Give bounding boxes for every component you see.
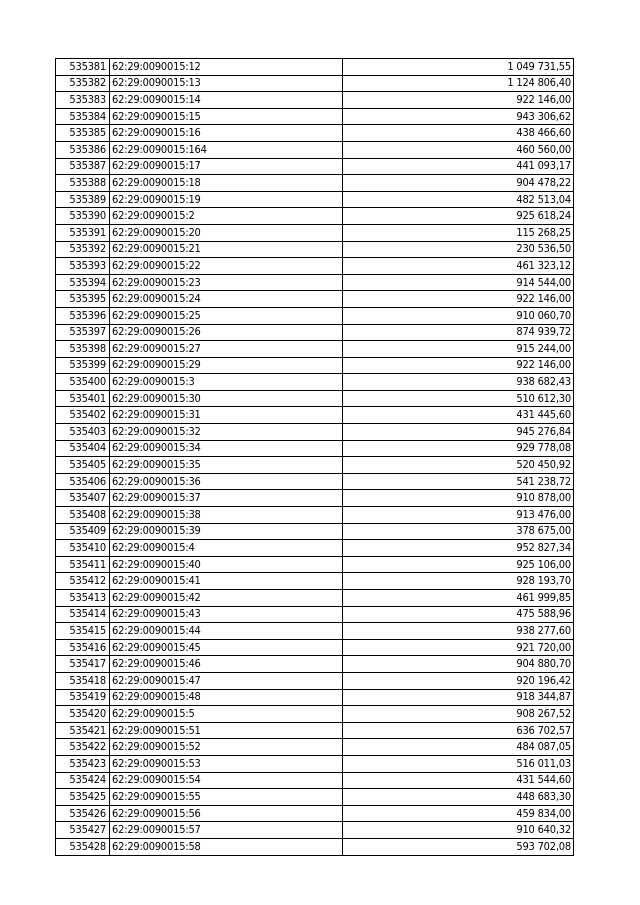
value-cell: 952 827,34 [343, 540, 574, 557]
value-cell: 910 060,70 [343, 307, 574, 324]
row-number-cell: 535410 [56, 540, 110, 557]
cadastral-value-table [55, 58, 574, 856]
row-number-cell: 535387 [56, 158, 110, 175]
value-cell: 874 939,72 [343, 324, 574, 341]
value-cell: 943 306,62 [343, 108, 574, 125]
table-row [56, 507, 574, 524]
cadastral-number-cell: 62:29:0090015:22 [110, 258, 343, 275]
value-cell: 1 049 731,55 [343, 59, 574, 76]
row-number-cell: 535427 [56, 822, 110, 839]
cadastral-number-cell: 62:29:0090015:5 [110, 706, 343, 723]
table-row [56, 706, 574, 723]
cadastral-number-cell: 62:29:0090015:17 [110, 158, 343, 175]
cadastral-number-cell: 62:29:0090015:164 [110, 141, 343, 158]
table-row [56, 125, 574, 142]
value-cell: 904 880,70 [343, 656, 574, 673]
cadastral-number-cell: 62:29:0090015:32 [110, 424, 343, 441]
cadastral-number-cell: 62:29:0090015:36 [110, 473, 343, 490]
table-row [56, 440, 574, 457]
table-row [56, 141, 574, 158]
row-number-cell: 535404 [56, 440, 110, 457]
table-row [56, 224, 574, 241]
cadastral-number-cell: 62:29:0090015:2 [110, 208, 343, 225]
row-number-cell: 535405 [56, 457, 110, 474]
value-cell: 938 682,43 [343, 374, 574, 391]
cadastral-number-cell: 62:29:0090015:39 [110, 523, 343, 540]
value-cell: 482 513,04 [343, 191, 574, 208]
table-row [56, 92, 574, 109]
table-row [56, 722, 574, 739]
row-number-cell: 535389 [56, 191, 110, 208]
value-cell: 908 267,52 [343, 706, 574, 723]
table-row [56, 656, 574, 673]
value-cell: 431 544,60 [343, 772, 574, 789]
value-cell: 904 478,22 [343, 175, 574, 192]
cadastral-number-cell: 62:29:0090015:27 [110, 341, 343, 358]
value-cell: 510 612,30 [343, 390, 574, 407]
table-row [56, 805, 574, 822]
table-row [56, 158, 574, 175]
table-row [56, 108, 574, 125]
table-row [56, 556, 574, 573]
value-cell: 925 106,00 [343, 556, 574, 573]
table-row [56, 822, 574, 839]
cadastral-number-cell: 62:29:0090015:58 [110, 838, 343, 855]
row-number-cell: 535408 [56, 507, 110, 524]
cadastral-number-cell: 62:29:0090015:38 [110, 507, 343, 524]
cadastral-number-cell: 62:29:0090015:26 [110, 324, 343, 341]
cadastral-number-cell: 62:29:0090015:15 [110, 108, 343, 125]
table-row [56, 540, 574, 557]
row-number-cell: 535398 [56, 341, 110, 358]
row-number-cell: 535397 [56, 324, 110, 341]
cadastral-number-cell: 62:29:0090015:55 [110, 789, 343, 806]
row-number-cell: 535395 [56, 291, 110, 308]
value-cell: 441 093,17 [343, 158, 574, 175]
row-number-cell: 535391 [56, 224, 110, 241]
cadastral-number-cell: 62:29:0090015:47 [110, 672, 343, 689]
row-number-cell: 535415 [56, 623, 110, 640]
cadastral-number-cell: 62:29:0090015:23 [110, 274, 343, 291]
table-row [56, 606, 574, 623]
table-row [56, 457, 574, 474]
value-cell: 938 277,60 [343, 623, 574, 640]
cadastral-number-cell: 62:29:0090015:42 [110, 590, 343, 607]
row-number-cell: 535426 [56, 805, 110, 822]
table-row [56, 490, 574, 507]
table-row [56, 374, 574, 391]
cadastral-number-cell: 62:29:0090015:46 [110, 656, 343, 673]
value-cell: 230 536,50 [343, 241, 574, 258]
value-cell: 475 588,96 [343, 606, 574, 623]
table-row [56, 191, 574, 208]
row-number-cell: 535416 [56, 639, 110, 656]
value-cell: 922 146,00 [343, 291, 574, 308]
value-cell: 918 344,87 [343, 689, 574, 706]
row-number-cell: 535383 [56, 92, 110, 109]
table-row [56, 324, 574, 341]
value-cell: 431 445,60 [343, 407, 574, 424]
row-number-cell: 535419 [56, 689, 110, 706]
row-number-cell: 535403 [56, 424, 110, 441]
row-number-cell: 535423 [56, 755, 110, 772]
row-number-cell: 535425 [56, 789, 110, 806]
row-number-cell: 535392 [56, 241, 110, 258]
table-row [56, 739, 574, 756]
value-cell: 593 702,08 [343, 838, 574, 855]
cadastral-number-cell: 62:29:0090015:18 [110, 175, 343, 192]
cadastral-number-cell: 62:29:0090015:16 [110, 125, 343, 142]
row-number-cell: 535412 [56, 573, 110, 590]
cadastral-number-cell: 62:29:0090015:21 [110, 241, 343, 258]
value-cell: 115 268,25 [343, 224, 574, 241]
table-row [56, 407, 574, 424]
table-row [56, 291, 574, 308]
value-cell: 915 244,00 [343, 341, 574, 358]
cadastral-number-cell: 62:29:0090015:34 [110, 440, 343, 457]
table-row [56, 789, 574, 806]
row-number-cell: 535414 [56, 606, 110, 623]
cadastral-number-cell: 62:29:0090015:35 [110, 457, 343, 474]
row-number-cell: 535402 [56, 407, 110, 424]
value-cell: 1 124 806,40 [343, 75, 574, 92]
table-row [56, 59, 574, 76]
row-number-cell: 535407 [56, 490, 110, 507]
value-cell: 945 276,84 [343, 424, 574, 441]
cadastral-number-cell: 62:29:0090015:30 [110, 390, 343, 407]
value-cell: 925 618,24 [343, 208, 574, 225]
row-number-cell: 535400 [56, 374, 110, 391]
value-cell: 910 878,00 [343, 490, 574, 507]
cadastral-number-cell: 62:29:0090015:12 [110, 59, 343, 76]
value-cell: 461 999,85 [343, 590, 574, 607]
table-row [56, 258, 574, 275]
table-row [56, 357, 574, 374]
cadastral-number-cell: 62:29:0090015:41 [110, 573, 343, 590]
row-number-cell: 535421 [56, 722, 110, 739]
cadastral-number-cell: 62:29:0090015:48 [110, 689, 343, 706]
table-row [56, 689, 574, 706]
value-cell: 460 560,00 [343, 141, 574, 158]
cadastral-number-cell: 62:29:0090015:19 [110, 191, 343, 208]
table-row [56, 390, 574, 407]
value-cell: 448 683,30 [343, 789, 574, 806]
row-number-cell: 535411 [56, 556, 110, 573]
value-cell: 484 087,05 [343, 739, 574, 756]
cadastral-number-cell: 62:29:0090015:37 [110, 490, 343, 507]
cadastral-number-cell: 62:29:0090015:56 [110, 805, 343, 822]
cadastral-number-cell: 62:29:0090015:29 [110, 357, 343, 374]
value-cell: 913 476,00 [343, 507, 574, 524]
table-row [56, 307, 574, 324]
cadastral-number-cell: 62:29:0090015:3 [110, 374, 343, 391]
cadastral-number-cell: 62:29:0090015:51 [110, 722, 343, 739]
value-cell: 921 720,00 [343, 639, 574, 656]
table-row [56, 623, 574, 640]
row-number-cell: 535396 [56, 307, 110, 324]
row-number-cell: 535413 [56, 590, 110, 607]
table-row [56, 838, 574, 855]
table-row [56, 473, 574, 490]
cadastral-number-cell: 62:29:0090015:20 [110, 224, 343, 241]
table-row [56, 175, 574, 192]
row-number-cell: 535418 [56, 672, 110, 689]
cadastral-number-cell: 62:29:0090015:4 [110, 540, 343, 557]
table-row [56, 274, 574, 291]
table-row [56, 208, 574, 225]
table-row [56, 573, 574, 590]
table-row [56, 772, 574, 789]
cadastral-number-cell: 62:29:0090015:53 [110, 755, 343, 772]
value-cell: 378 675,00 [343, 523, 574, 540]
table-body [56, 59, 574, 856]
value-cell: 459 834,00 [343, 805, 574, 822]
value-cell: 929 778,08 [343, 440, 574, 457]
cadastral-number-cell: 62:29:0090015:14 [110, 92, 343, 109]
row-number-cell: 535381 [56, 59, 110, 76]
row-number-cell: 535420 [56, 706, 110, 723]
cadastral-number-cell: 62:29:0090015:44 [110, 623, 343, 640]
row-number-cell: 535385 [56, 125, 110, 142]
cadastral-number-cell: 62:29:0090015:24 [110, 291, 343, 308]
cadastral-number-cell: 62:29:0090015:25 [110, 307, 343, 324]
row-number-cell: 535390 [56, 208, 110, 225]
row-number-cell: 535384 [56, 108, 110, 125]
value-cell: 914 544,00 [343, 274, 574, 291]
table-row [56, 424, 574, 441]
row-number-cell: 535399 [56, 357, 110, 374]
value-cell: 541 238,72 [343, 473, 574, 490]
table-row [56, 672, 574, 689]
row-number-cell: 535428 [56, 838, 110, 855]
value-cell: 922 146,00 [343, 92, 574, 109]
row-number-cell: 535409 [56, 523, 110, 540]
cadastral-number-cell: 62:29:0090015:54 [110, 772, 343, 789]
cadastral-number-cell: 62:29:0090015:43 [110, 606, 343, 623]
value-cell: 920 196,42 [343, 672, 574, 689]
row-number-cell: 535406 [56, 473, 110, 490]
row-number-cell: 535388 [56, 175, 110, 192]
table-row [56, 75, 574, 92]
cadastral-number-cell: 62:29:0090015:52 [110, 739, 343, 756]
table-row [56, 241, 574, 258]
table-row [56, 341, 574, 358]
value-cell: 928 193,70 [343, 573, 574, 590]
table-row [56, 639, 574, 656]
value-cell: 636 702,57 [343, 722, 574, 739]
row-number-cell: 535394 [56, 274, 110, 291]
table-row [56, 523, 574, 540]
value-cell: 438 466,60 [343, 125, 574, 142]
table-row [56, 590, 574, 607]
row-number-cell: 535393 [56, 258, 110, 275]
value-cell: 461 323,12 [343, 258, 574, 275]
row-number-cell: 535386 [56, 141, 110, 158]
row-number-cell: 535422 [56, 739, 110, 756]
value-cell: 520 450,92 [343, 457, 574, 474]
value-cell: 910 640,32 [343, 822, 574, 839]
cadastral-number-cell: 62:29:0090015:31 [110, 407, 343, 424]
table-row [56, 755, 574, 772]
cadastral-number-cell: 62:29:0090015:40 [110, 556, 343, 573]
row-number-cell: 535424 [56, 772, 110, 789]
value-cell: 922 146,00 [343, 357, 574, 374]
row-number-cell: 535382 [56, 75, 110, 92]
cadastral-number-cell: 62:29:0090015:13 [110, 75, 343, 92]
row-number-cell: 535401 [56, 390, 110, 407]
row-number-cell: 535417 [56, 656, 110, 673]
cadastral-number-cell: 62:29:0090015:57 [110, 822, 343, 839]
cadastral-number-cell: 62:29:0090015:45 [110, 639, 343, 656]
value-cell: 516 011,03 [343, 755, 574, 772]
